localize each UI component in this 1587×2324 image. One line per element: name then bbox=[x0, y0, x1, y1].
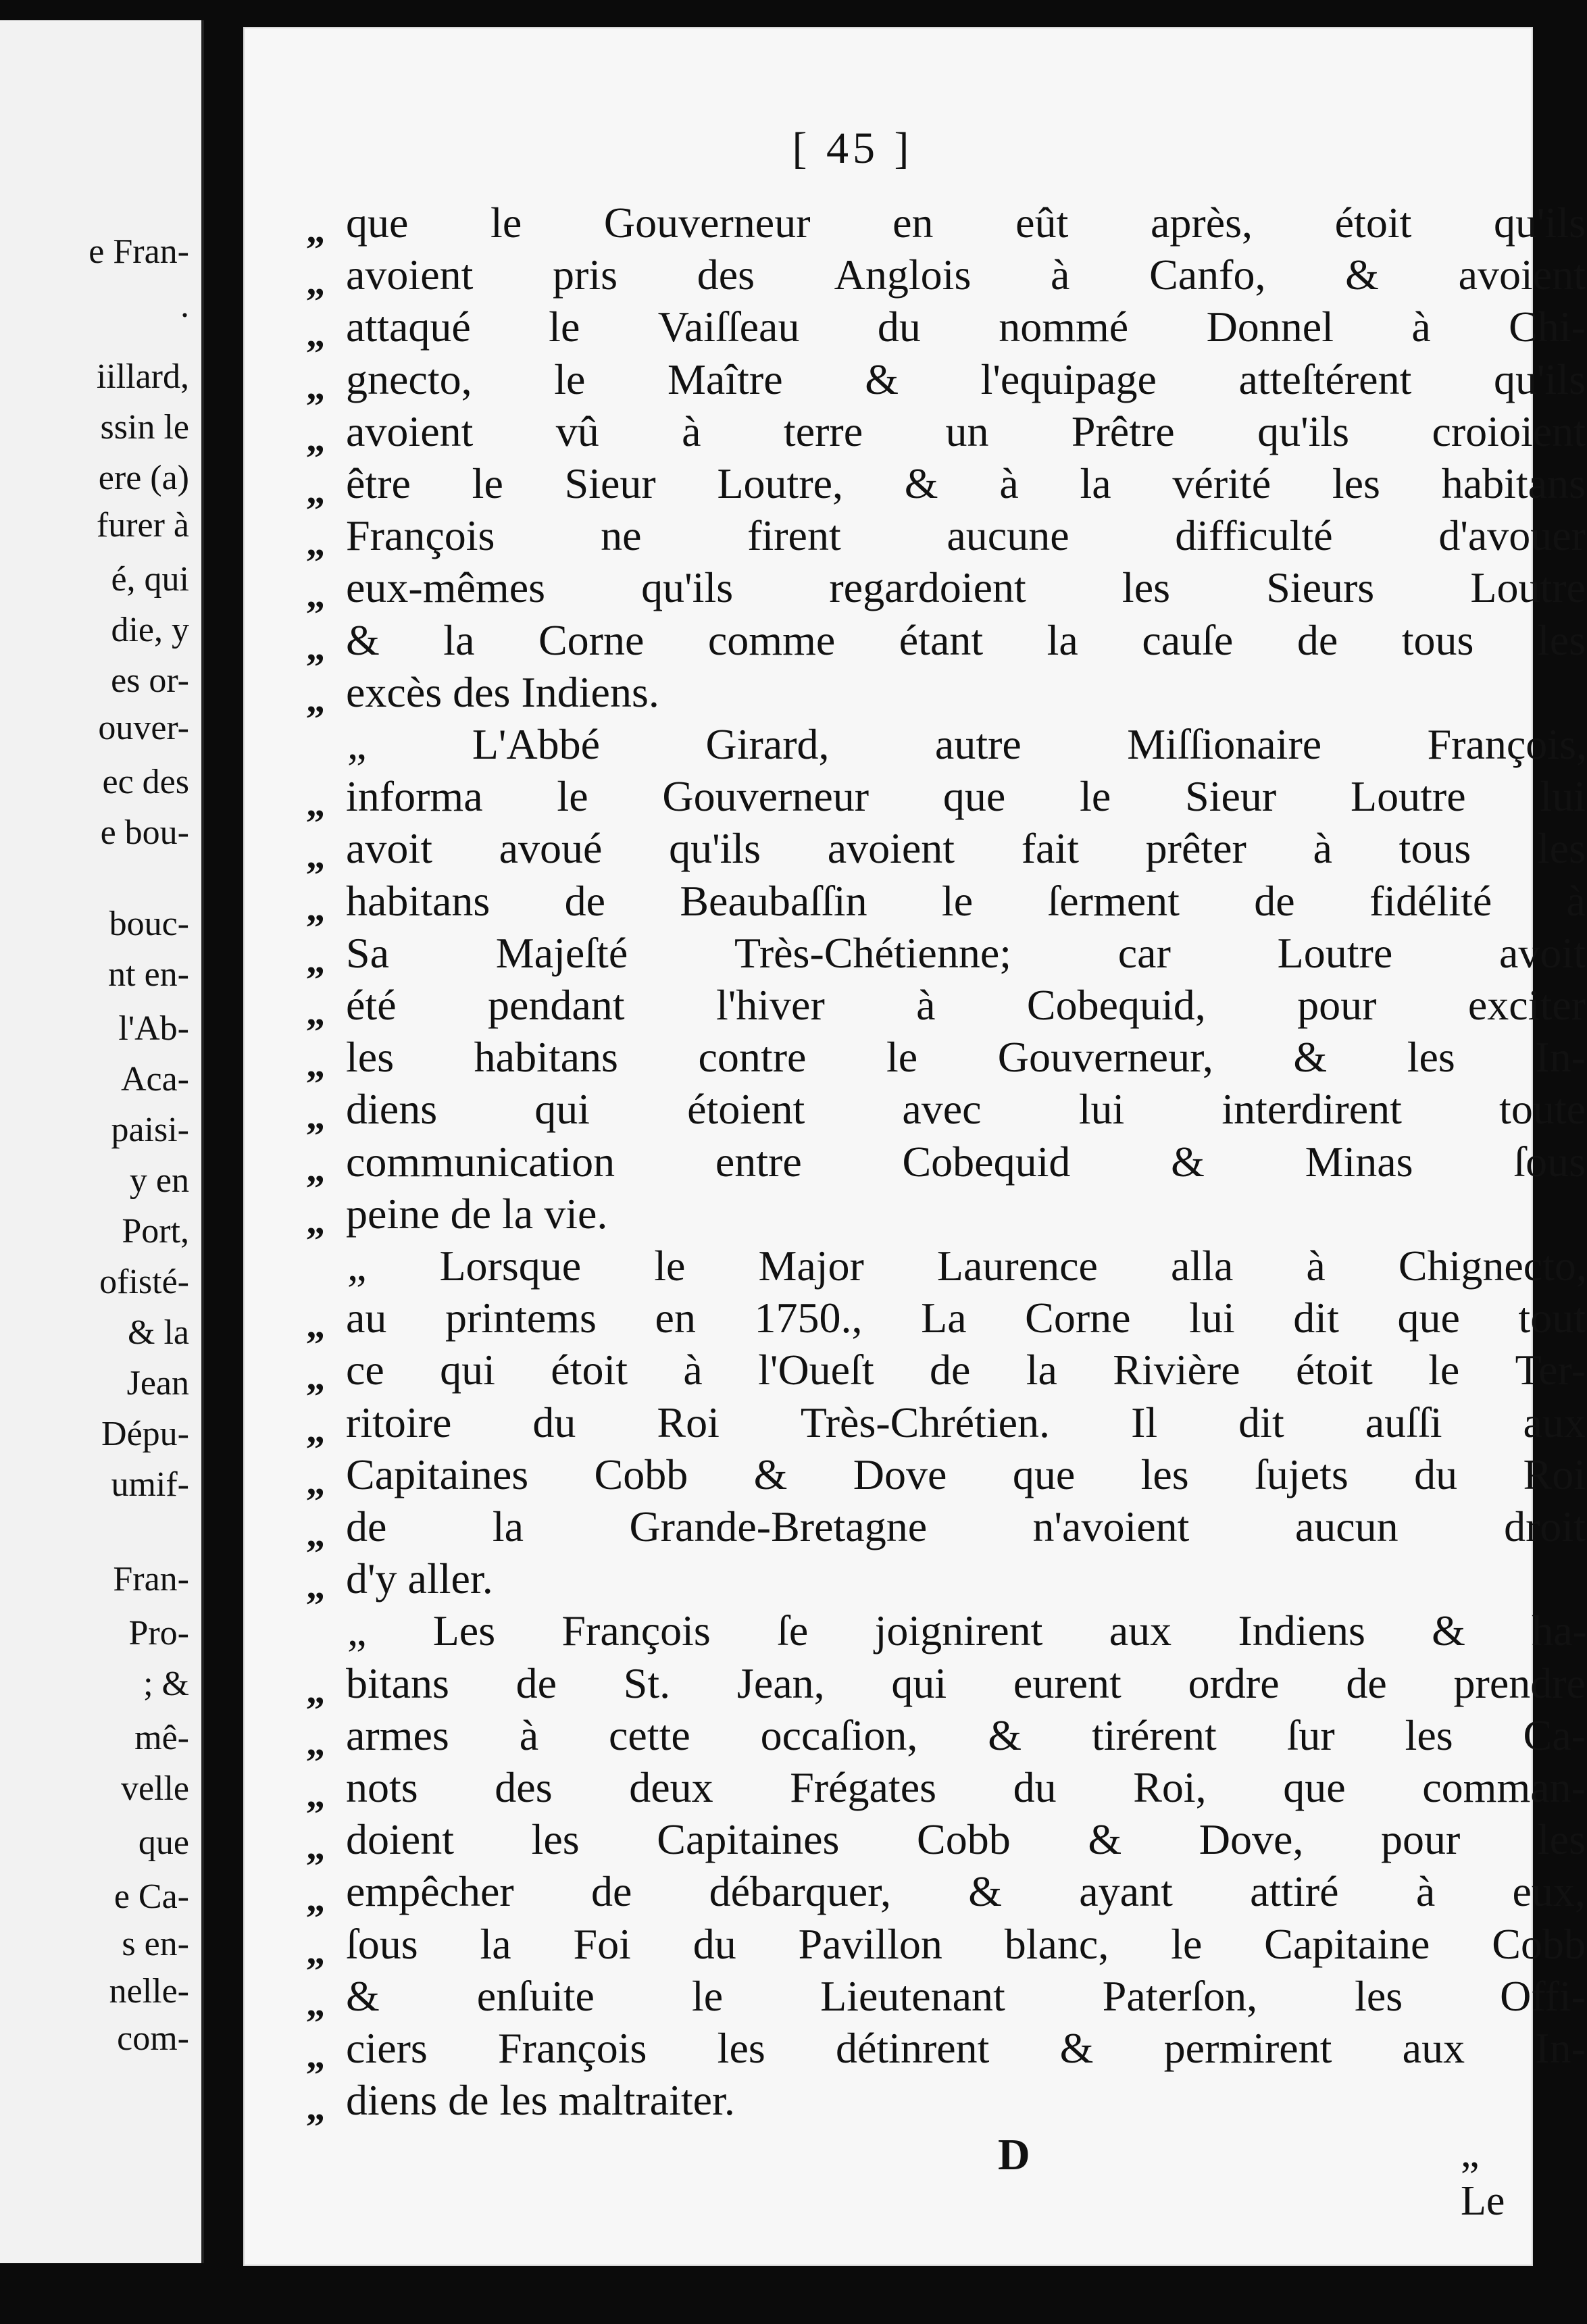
quote-mark: „ bbox=[306, 1513, 325, 1555]
left-page-line: umif- bbox=[111, 1465, 189, 1504]
text-line: „ Lorsque le Major Laurence alla à Chignecto, bbox=[347, 1242, 1587, 1290]
text-line: d'y aller. bbox=[346, 1555, 493, 1603]
quote-mark: „ bbox=[306, 887, 325, 930]
left-page-line: ec des bbox=[102, 763, 189, 801]
text-line: eux-mêmes qu'ils regardoient les Sieurs Loutre bbox=[346, 563, 1586, 612]
signature-mark: D bbox=[998, 2130, 1030, 2179]
left-page-line: l'Ab- bbox=[118, 1009, 189, 1048]
text-line: informa le Gouverneur que le Sieur Loutre lui bbox=[346, 772, 1586, 821]
left-page-line: s en- bbox=[122, 1925, 189, 1963]
left-page-line: ssin le bbox=[100, 408, 189, 447]
left-page-line: ere (a) bbox=[98, 459, 189, 497]
text-line: diens de les maltraiter. bbox=[346, 2076, 735, 2125]
left-page-line: paisi- bbox=[111, 1111, 189, 1149]
text-line: diens qui étoient avec lui interdirent toute bbox=[346, 1085, 1586, 1134]
quote-mark: „ bbox=[306, 1878, 325, 1921]
left-page-line: nt en- bbox=[108, 955, 189, 994]
quote-mark: „ bbox=[306, 261, 325, 304]
text-line: attaqué le Vaiſſeau du nommé Donnel à Chi- bbox=[346, 303, 1586, 351]
quote-mark: „ bbox=[306, 1305, 325, 1347]
left-page-line: Jean bbox=[126, 1364, 189, 1403]
left-page-line: bouc- bbox=[109, 905, 189, 943]
text-line: François ne firent aucune difficulté d'avouer bbox=[346, 511, 1586, 560]
quote-mark: „ bbox=[306, 574, 325, 617]
text-line: doient les Capitaines Cobb & Dove, pour les bbox=[346, 1815, 1586, 1864]
quote-mark: „ bbox=[306, 1044, 325, 1086]
text-line: empêcher de débarquer, & ayant attiré à eux, bbox=[346, 1867, 1586, 1916]
quote-mark: „ bbox=[306, 2035, 325, 2077]
text-line: Capitaines Cobb & Dove que les ſujets du Roi bbox=[346, 1450, 1586, 1498]
text-line: ce qui étoit à l'Oueſt de la Rivière étoit le Ter- bbox=[346, 1346, 1586, 1394]
quote-mark: „ bbox=[306, 1565, 325, 1608]
text-line: excès des Indiens. bbox=[346, 667, 659, 716]
text-line: „ Les François ſe joignirent aux Indiens & ha- bbox=[347, 1607, 1587, 1655]
text-line: de la Grande-Bretagne n'avoient aucun droit bbox=[346, 1502, 1586, 1550]
left-page-line: Pro- bbox=[128, 1614, 189, 1652]
quote-mark: „ bbox=[306, 470, 325, 512]
quote-mark: „ bbox=[306, 1148, 325, 1190]
left-page-line: ofisté- bbox=[99, 1263, 189, 1301]
quote-mark: „ bbox=[306, 1669, 325, 1712]
left-page-line: nelle- bbox=[109, 1972, 189, 2011]
left-page-line: . bbox=[180, 286, 189, 325]
text-line: ciers François les détinrent & permirent aux In- bbox=[346, 2024, 1586, 2072]
left-page-line: ; & bbox=[143, 1665, 189, 1703]
text-line: habitans de Beaubaſſin le ſerment de fidélité à bbox=[346, 876, 1586, 925]
left-page-line: Dépu- bbox=[101, 1415, 189, 1453]
quote-mark: „ bbox=[306, 1409, 325, 1451]
text-line: & la Corne comme étant la cauſe de tous les bbox=[346, 615, 1586, 664]
text-line: nots des deux Frégates du Roi, que comman- bbox=[346, 1763, 1586, 1811]
quote-mark: „ bbox=[306, 992, 325, 1034]
text-line: ſous la Foi du Pavillon blanc, le Capitaine Cobb bbox=[346, 1919, 1586, 1968]
quote-mark: „ bbox=[306, 2087, 325, 2129]
text-line: gnecto, le Maître & l'equipage atteſtérent qu'ils bbox=[346, 355, 1586, 403]
quote-mark: „ bbox=[306, 939, 325, 982]
text-line: „ L'Abbé Girard, autre Miſſionaire François, bbox=[347, 720, 1587, 768]
text-line: être le Sieur Loutre, & à la vérité les habitans bbox=[346, 459, 1586, 507]
quote-mark: „ bbox=[306, 1930, 325, 1973]
quote-mark: „ bbox=[306, 313, 325, 356]
quote-mark: „ bbox=[306, 1096, 325, 1138]
quote-mark: „ bbox=[306, 418, 325, 460]
left-page-line: iillard, bbox=[96, 357, 189, 396]
left-page-line: e Fran- bbox=[89, 232, 189, 271]
quote-mark: „ bbox=[306, 835, 325, 878]
right-page bbox=[243, 27, 1587, 2266]
left-page-line: es or- bbox=[111, 661, 189, 700]
text-line: que le Gouverneur en eût après, étoit qu'ils bbox=[346, 199, 1586, 247]
text-line: au printems en 1750., La Corne lui dit que tout bbox=[346, 1294, 1586, 1342]
text-line: Sa Majeſté Très-Chétienne; car Loutre avoit bbox=[346, 928, 1586, 977]
left-page-line: com- bbox=[117, 2019, 189, 2058]
left-page-line: Port, bbox=[122, 1212, 189, 1251]
quote-mark: „ bbox=[306, 1774, 325, 1816]
text-line: peine de la vie. bbox=[346, 1189, 608, 1238]
text-line: armes à cette occaſion, & tirérent ſur les Ca- bbox=[346, 1711, 1586, 1759]
left-page-line: velle bbox=[120, 1769, 189, 1808]
text-line: & enſuite le Lieutenant Paterſon, les Offi- bbox=[346, 1971, 1586, 2020]
catchword: „ Le bbox=[1461, 2130, 1505, 2224]
quote-mark: „ bbox=[306, 1200, 325, 1242]
quote-mark: „ bbox=[306, 522, 325, 565]
text-line: les habitans contre le Gouverneur, & les In- bbox=[346, 1033, 1586, 1082]
quote-mark: „ bbox=[306, 1721, 325, 1764]
left-page-line: y en bbox=[129, 1161, 189, 1200]
text-line: avoient vû à terre un Prêtre qu'ils croioient bbox=[346, 407, 1586, 455]
left-page-line: e bou- bbox=[100, 813, 189, 852]
left-page-line: & la bbox=[128, 1313, 189, 1352]
quote-mark: „ bbox=[306, 783, 325, 826]
text-line: avoit avoué qu'ils avoient fait prêter à tous les bbox=[346, 824, 1586, 873]
quote-mark: „ bbox=[306, 1461, 325, 1503]
quote-mark: „ bbox=[306, 1357, 325, 1399]
left-page-line: die, y bbox=[111, 611, 189, 649]
left-page-fragment bbox=[0, 20, 204, 2263]
text-line: ritoire du Roi Très-Chrétien. Il dit auſſi aux bbox=[346, 1398, 1586, 1446]
page-number: [ 45 ] bbox=[792, 124, 913, 173]
left-page-line: mê- bbox=[134, 1719, 189, 1757]
left-page-line: é, qui bbox=[111, 560, 189, 599]
left-page-line: e Ca- bbox=[114, 1877, 189, 1916]
text-line: été pendant l'hiver à Cobequid, pour exciter bbox=[346, 981, 1586, 1029]
text-line: communication entre Cobequid & Minas ſous bbox=[346, 1137, 1586, 1186]
quote-mark: „ bbox=[306, 1826, 325, 1869]
quote-mark: „ bbox=[306, 1982, 325, 2025]
quote-mark: „ bbox=[306, 365, 325, 408]
text-line: bitans de St. Jean, qui eurent ordre de prendre bbox=[346, 1659, 1586, 1707]
left-page-line: ouver- bbox=[98, 709, 189, 747]
left-page-line: que bbox=[138, 1823, 189, 1862]
quote-mark: „ bbox=[306, 626, 325, 669]
quote-mark: „ bbox=[306, 678, 325, 721]
left-page-line: Fran- bbox=[113, 1560, 189, 1598]
left-page-line: furer à bbox=[96, 506, 189, 545]
quote-mark: „ bbox=[306, 209, 325, 251]
book-gutter bbox=[204, 0, 243, 2324]
text-line: avoient pris des Anglois à Canfo, & avoient bbox=[346, 251, 1586, 299]
left-page-line: Aca- bbox=[120, 1060, 189, 1098]
